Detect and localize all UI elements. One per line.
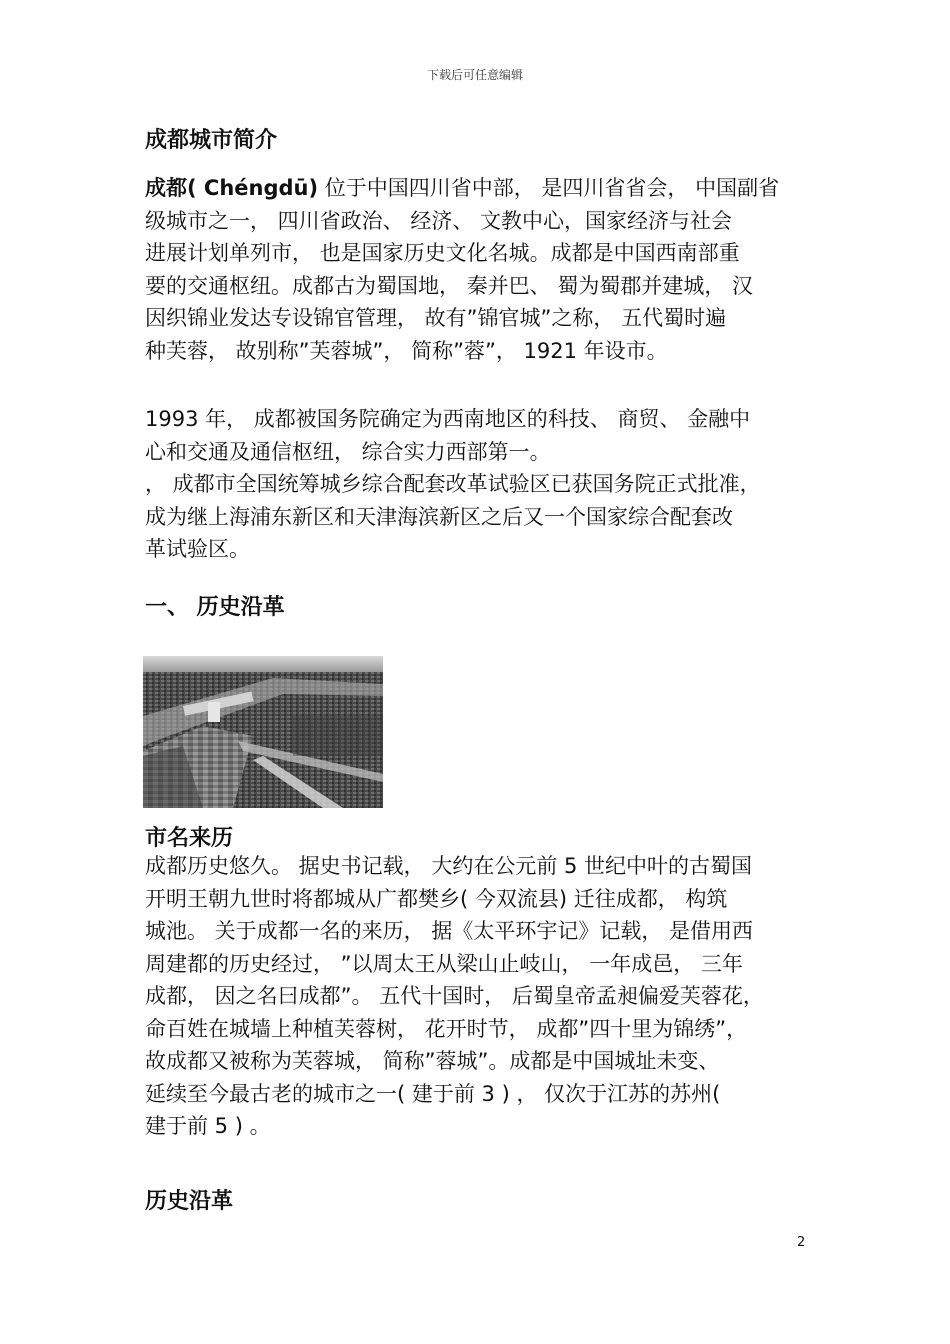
section-heading-history: 一、 历史沿革 [145,595,285,620]
para-line: 成为继上海浦东新区和天津海滨新区之后又一个国家综合配套改 [145,504,733,529]
subsection-heading-name-origin: 市名来历 [145,826,234,851]
paragraph-1993 [145,403,761,566]
aerial-city-photo [143,656,383,808]
origin-line: 建于前 5 ) 。 [145,1114,271,1138]
intro-paragraph [145,172,779,367]
origin-line: 周建都的历史经过， ”以周太王从梁山止岐山， 一年成邑， 三年 [145,951,743,976]
intro-line: 级城市之一， 四川省政治、 经济、 文教中心，国家经济与社会 [145,208,733,233]
name-origin-paragraph [145,850,764,1143]
intro-lead: 成都( Chéngdū) [145,176,319,200]
document-title: 成都城市简介 [145,128,278,153]
aerial-photo-drawing [143,656,383,808]
intro-line [145,172,779,205]
para-line: 1993 年， 成都被国务院确定为西南地区的科技、 商贸、 金融中 [145,407,751,431]
para-line: ， 成都市全国统筹城乡综合配套改革试验区已获国务院正式批准， [145,472,761,496]
page-header-note: 下载后可任意编辑 [426,68,523,82]
page-number: 2 [797,1235,806,1250]
origin-line: 成都， 因之名曰成都”。 五代十国时， 后蜀皇帝孟昶偏爱芙蓉花， [145,984,764,1008]
intro-line-text: 位于中国四川省中部， 是四川省省会， 中国副省 [318,176,780,200]
intro-line: 种芙蓉， 故别称”芙蓉城”， 简称”蓉”， 1921 年设市。 [145,338,668,363]
para-line: 革试验区。 [145,537,250,561]
intro-line: 进展计划单列市， 也是国家历史文化名城。成都是中国西南部重 [145,241,740,265]
para-line: 心和交通及通信枢纽， 综合实力西部第一。 [145,439,551,464]
intro-line: 要的交通枢纽。成都古为蜀国地， 秦并巴、 蜀为蜀郡并建城， 汉 [145,273,754,298]
origin-line: 城池。 关于成都一名的来历， 据《太平环宇记》记载， 是借用西 [145,919,754,943]
origin-line: 故成都又被称为芙蓉城， 简称”蓉城”。成都是中国城址未变、 [145,1049,720,1073]
origin-line: 延续至今最古老的城市之一( 建于前 3 ) ， 仅次于江苏的苏州( [145,1081,721,1106]
origin-line: 开明王朝九世时将都城从广都樊乡( 今双流县) 迁往成都， 构筑 [145,886,728,911]
subsection-heading-history: 历史沿革 [145,1189,234,1214]
origin-line: 成都历史悠久。 据史书记载， 大约在公元前 5 世纪中叶的古蜀国 [145,854,753,878]
origin-line: 命百姓在城墙上种植芙蓉树， 花开时节， 成都”四十里为锦绣”， [145,1016,748,1041]
intro-line: 因织锦业发达专设锦官管理， 故有”锦官城”之称， 五代蜀时遍 [145,306,727,330]
